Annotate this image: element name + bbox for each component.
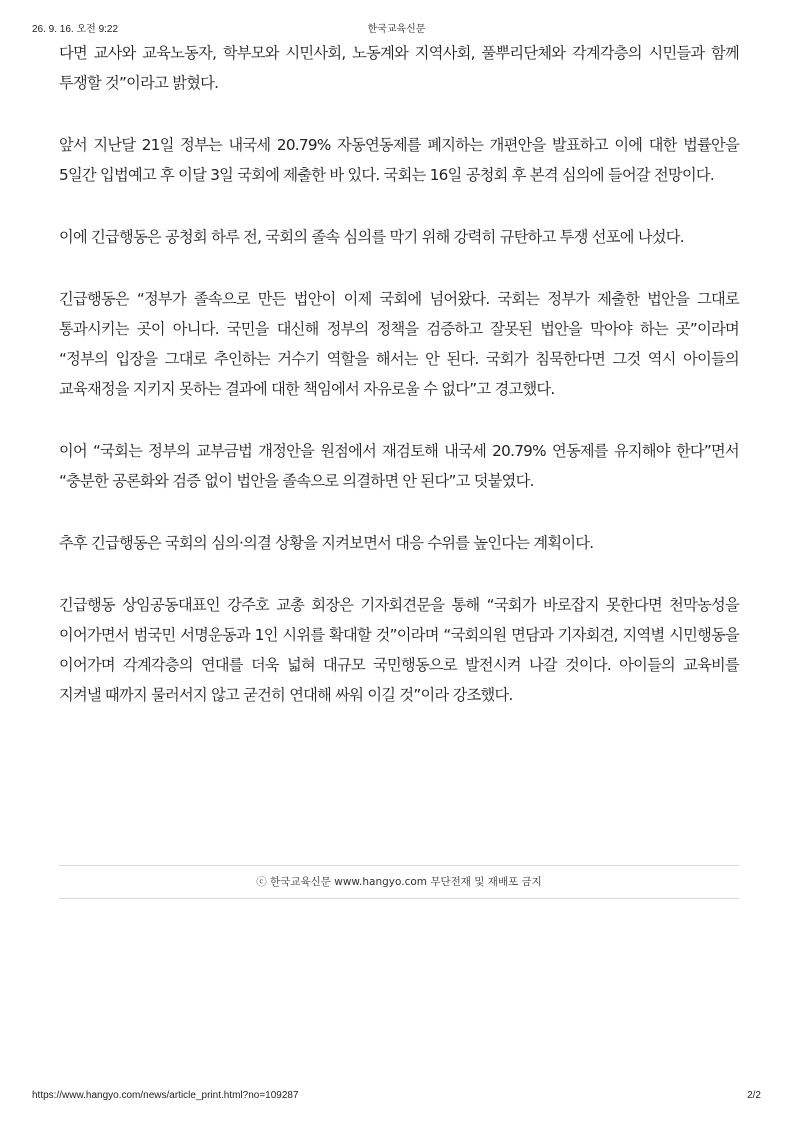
article-body: [59, 38, 739, 742]
article-paragraph: 이에 긴급행동은 공청회 하루 전, 국회의 졸속 심의를 막기 위해 강력히 규탄하고 투쟁 선포에 나섰다.: [59, 228, 684, 246]
article-paragraph: 긴급행동 상임공동대표인 강주호 교총 회장은 기자회견문을 통해 “국회가 바로잡지 못한다면 천막농성을 이어가면서 범국민 서명운동과 1인 시위를 확대할 것”이라며 “국회의원 면담과 기자회견, 지역별 시민행동을 이어가며 각계각층의 연대를 더욱 넓혀 대규모 국민행동으로 발전시켜 나갈 것이다. 아이들의 교육비를 지켜낼 때까지 물러서지 않고 굳건히 연대해 싸워 이길 것”이라 강조했다.: [59, 596, 739, 704]
article-paragraph: 추후 긴급행동은 국회의 심의·의결 상황을 지켜보면서 대응 수위를 높인다는 계획이다.: [59, 534, 594, 552]
article-paragraph: 다면 교사와 교육노동자, 학부모와 시민사회, 노동계와 지역사회, 풀뿌리단체와 각계각층의 시민들과 함께 투쟁할 것”이라고 밝혔다.: [59, 44, 739, 92]
page-url: https://www.hangyo.com/news/article_print.html?no=109287: [32, 1090, 299, 1101]
copyright-notice: [59, 865, 739, 899]
print-site-title: 한국교육신문: [367, 24, 426, 35]
print-datetime: 26. 9. 16. 오전 9:22: [32, 24, 119, 35]
page-number: 2/2: [747, 1090, 761, 1101]
article-paragraph: 앞서 지난달 21일 정부는 내국세 20.79% 자동연동제를 폐지하는 개편안을 발표하고 이에 대한 법률안을 5일간 입법예고 후 이달 3일 국회에 제출한 바 있다. 국회는 16일 공청회 후 본격 심의에 들어갈 전망이다.: [59, 136, 739, 184]
print-footer: [32, 1090, 761, 1106]
article-paragraph: 이어 “국회는 정부의 교부금법 개정안을 원점에서 재검토해 내국세 20.79% 연동제를 유지해야 한다”면서 “충분한 공론화와 검증 없이 법안을 졸속으로 의결하면 안 된다”고 덧붙였다.: [59, 442, 739, 490]
print-header: [32, 20, 761, 36]
copyright-text: ⓒ 한국교육신문 www.hangyo.com 무단전재 및 재배포 금지: [256, 876, 542, 888]
article-paragraph: 긴급행동은 “정부가 졸속으로 만든 법안이 이제 국회에 넘어왔다. 국회는 정부가 제출한 법안을 그대로 통과시키는 곳이 아니다. 국민을 대신해 정부의 정책을 검증하고 잘못된 법안을 막아야 하는 곳”이라며 “정부의 입장을 그대로 추인하는 거수기 역할을 해서는 안 된다. 국회가 침묵한다면 그것 역시 아이들의 교육재정을 지키지 못하는 결과에 대한 책임에서 자유로울 수 없다”고 경고했다.: [59, 290, 739, 398]
